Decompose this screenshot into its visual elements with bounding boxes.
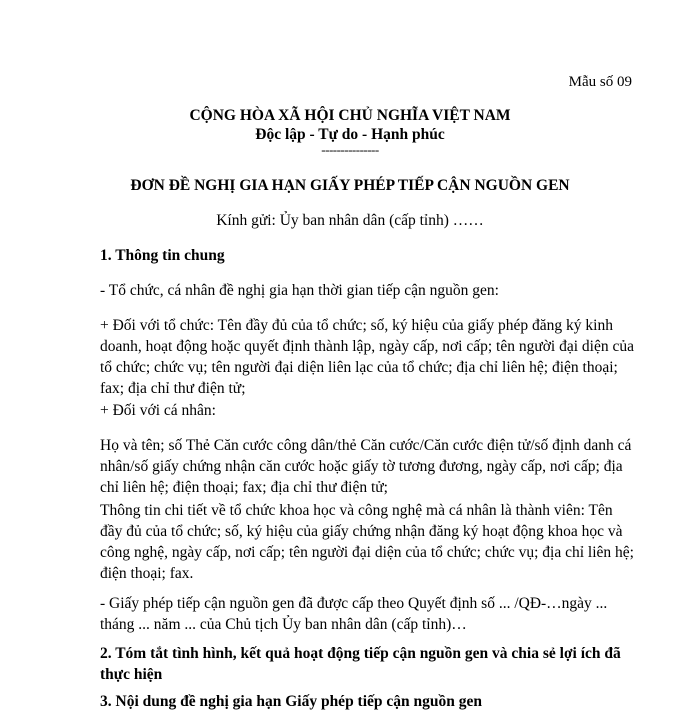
nation-header: CỘNG HÒA XÃ HỘI CHỦ NGHĨA VIỆT NAM xyxy=(189,107,511,124)
motto: Độc lập - Tự do - Hạnh phúc xyxy=(255,126,445,143)
section-2-heading: 2. Tóm tắt tình hình, kết quả hoạt động tiếp cận nguồn gen và chia sẻ lợi ích đã thực hiện xyxy=(100,645,621,683)
individual-label: + Đối với cá nhân: xyxy=(100,402,216,419)
organization-paragraph: + Đối với tổ chức: Tên đầy đủ của tổ chức; số, ký hiệu của giấy phép đăng ký kinh doanh, hoạt động hoặc quyết định thành lập, ngày cấp, nơi cấp; tên người đại diện của tổ chức; chức vụ; tên người đại diện liên lạc của tổ chức; địa chỉ liên hệ; điện thoại; fax; địa chỉ thư điện tử; xyxy=(100,317,634,397)
separator: --------------- xyxy=(321,142,379,157)
section-1-heading: 1. Thông tin chung xyxy=(100,247,225,264)
permit-paragraph: - Giấy phép tiếp cận nguồn gen đã được cấp theo Quyết định số ... /QĐ-…ngày ... tháng ... năm ... của Chủ tịch Ủy ban nhân dân (cấp tỉnh)… xyxy=(100,595,608,633)
document-title: ĐƠN ĐỀ NGHỊ GIA HẠN GIẤY PHÉP TIẾP CẬN NGUỒN GEN xyxy=(130,177,570,194)
science-org-paragraph: Thông tin chi tiết về tổ chức khoa học và công nghệ mà cá nhân là thành viên: Tên đầy đủ của tổ chức; số, ký hiệu của giấy chứng nhận đăng ký hoạt động khoa học và công nghệ, ngày cấp, nơi cấp; tên người đại diện của tổ chức; chức vụ; địa chỉ liên hệ; điện thoại; fax. xyxy=(100,502,634,582)
applicant-intro: - Tổ chức, cá nhân đề nghị gia hạn thời gian tiếp cận nguồn gen: xyxy=(100,282,499,299)
form-number: Mẫu số 09 xyxy=(568,74,632,90)
section-3-heading: 3. Nội dung đề nghị gia hạn Giấy phép tiếp cận nguồn gen xyxy=(100,693,483,710)
recipient-line: Kính gửi: Ủy ban nhân dân (cấp tỉnh) …… xyxy=(216,212,484,229)
individual-paragraph: Họ và tên; số Thẻ Căn cước công dân/thẻ Căn cước/Căn cước điện tử/số định danh cá nhân/số giấy chứng nhận căn cước hoặc giấy tờ tương đương, ngày cấp, nơi cấp; địa chỉ liên hệ; điện thoại; fax; địa chỉ thư điện tử; xyxy=(100,437,632,496)
